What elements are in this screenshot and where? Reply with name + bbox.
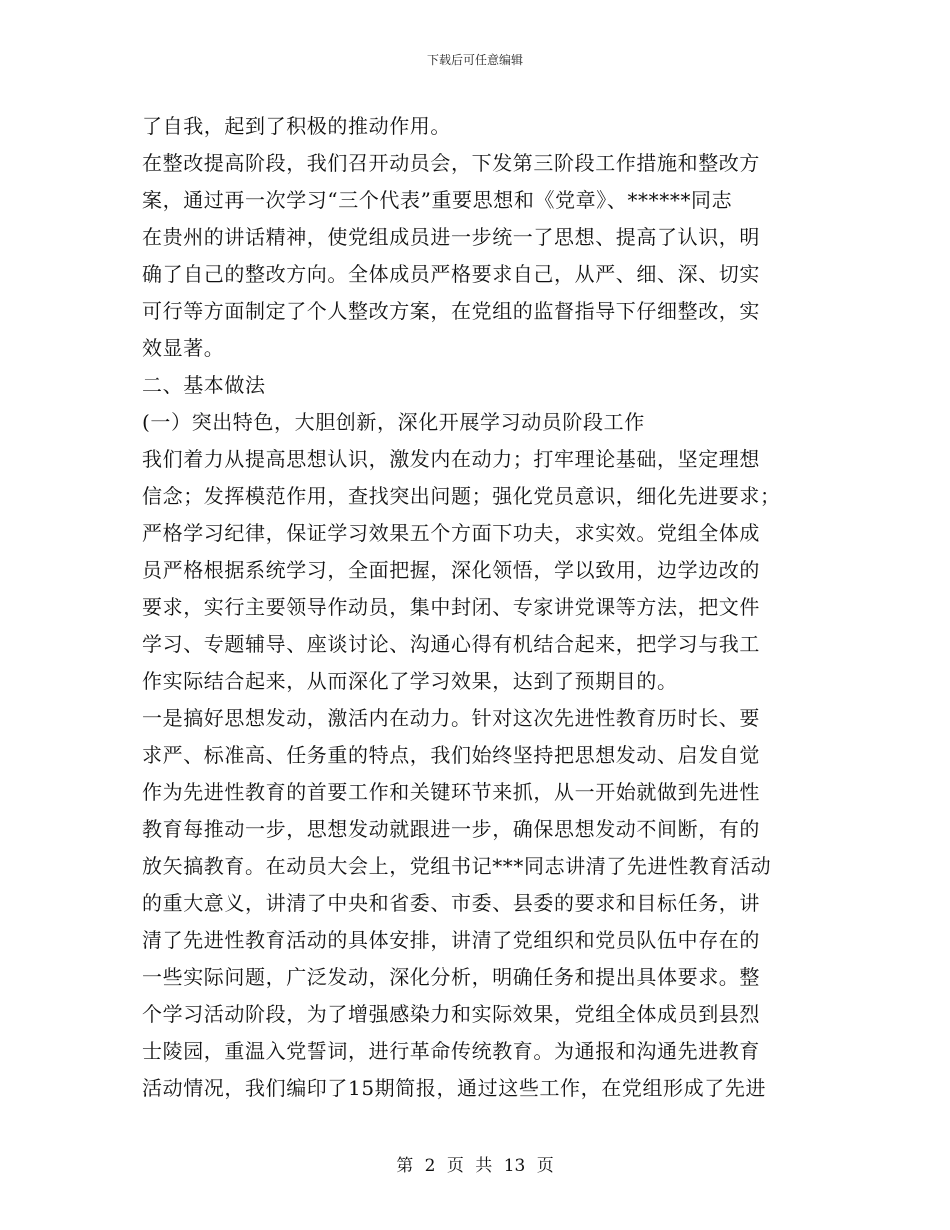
text-line: 确了自己的整改方向。全体成员严格要求自己，从严、细、深、切实 [142, 262, 760, 286]
text-line: 要求，实行主要领导作动员，集中封闭、专家讲党课等方法，把文件 [142, 595, 760, 619]
text-line: 士陵园，重温入党誓词，进行革命传统教育。为通报和沟通先进教育 [142, 1039, 760, 1063]
text-line: 我们着力从提高思想认识，激发内在动力；打牢理论基础，坚定理想 [142, 447, 760, 471]
page-number-footer: 第 2 页 共 13 页 [396, 1156, 554, 1176]
text-line: 案，通过再一次学习“三个代表”重要思想和《党章》、******同志 [142, 188, 733, 212]
text-line: 员严格根据系统学习，全面把握，深化领悟，学以致用，边学边改的 [142, 558, 760, 582]
text-line: 作实际结合起来，从而深化了学习效果，达到了预期目的。 [142, 669, 678, 693]
text-line: 清了先进性教育活动的具体安排，讲清了党组织和党员队伍中存在的 [142, 928, 760, 952]
section-heading: 二、基本做法 [142, 373, 266, 397]
text-line: 作为先进性教育的首要工作和关键环节来抓，从一开始就做到先进性 [142, 780, 760, 804]
text-line: 个学习活动阶段，为了增强感染力和实际效果，党组全体成员到县烈 [142, 1002, 760, 1026]
text-line: 了自我，起到了积极的推动作用。 [142, 114, 451, 138]
text-line: 教育每推动一步，思想发动就跟进一步，确保思想发动不间断，有的 [142, 817, 760, 841]
text-line: 求严、标准高、任务重的特点，我们始终坚持把思想发动、启发自觉 [142, 743, 760, 767]
text-line: 学习、专题辅导、座谈讨论、沟通心得有机结合起来，把学习与我工 [142, 632, 760, 656]
text-line: 一些实际问题，广泛发动，深化分析，明确任务和提出具体要求。整 [142, 965, 760, 989]
text-line: 放矢搞教育。在动员大会上，党组书记***同志讲清了先进性教育活动 [142, 854, 772, 878]
text-line: 一是搞好思想发动，激活内在动力。针对这次先进性教育历时长、要 [142, 706, 760, 730]
text-line: 可行等方面制定了个人整改方案，在党组的监督指导下仔细整改，实 [142, 299, 760, 323]
page-header: 下载后可任意编辑 [426, 53, 523, 67]
text-line: 效显著。 [142, 336, 225, 360]
text-line: 信念；发挥模范作用，查找突出问题；强化党员意识，细化先进要求； [142, 484, 781, 508]
text-line: 在贵州的讲话精神，使党组成员进一步统一了思想、提高了认识，明 [142, 225, 760, 249]
text-line: 严格学习纪律，保证学习效果五个方面下功夫，求实效。党组全体成 [142, 521, 760, 545]
text-line: 活动情况，我们编印了15期简报，通过这些工作，在党组形成了先进 [142, 1076, 767, 1100]
text-line: 的重大意义，讲清了中央和省委、市委、县委的要求和目标任务，讲 [142, 891, 760, 915]
subsection-heading: (一）突出特色，大胆创新，深化开展学习动员阶段工作 [142, 410, 645, 434]
document-body [142, 108, 812, 1107]
text-line: 在整改提高阶段，我们召开动员会，下发第三阶段工作措施和整改方 [142, 151, 760, 175]
